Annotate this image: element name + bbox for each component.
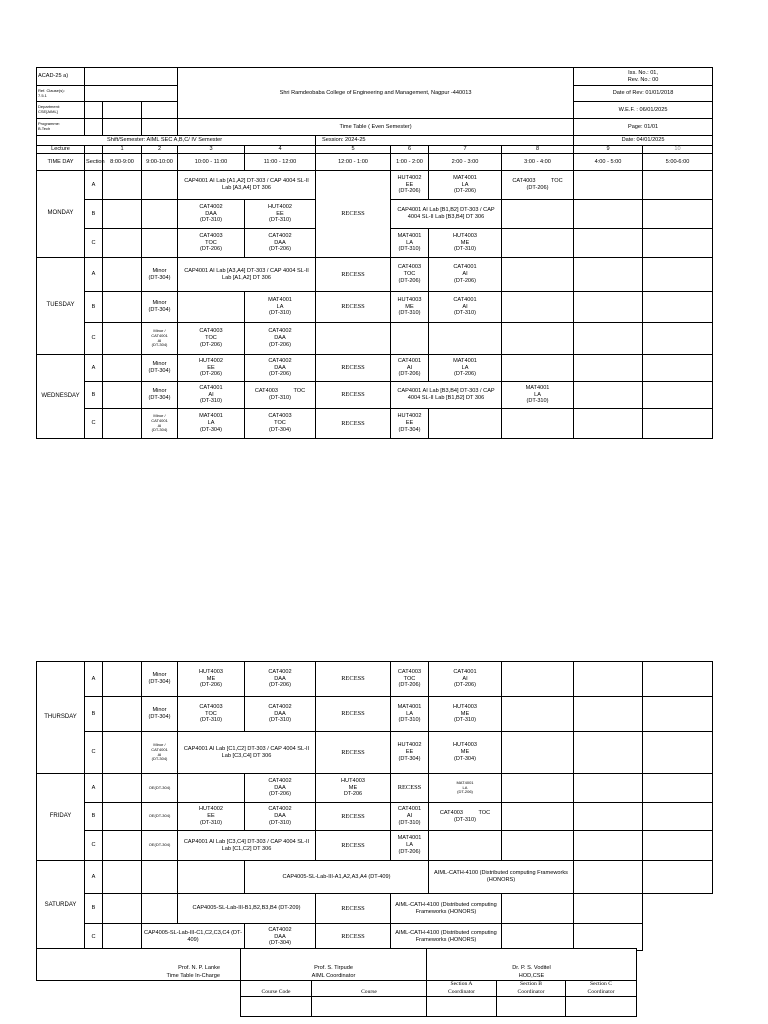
wed-a-6: CAT4001 AI (DT-206) xyxy=(391,355,429,382)
doc-numbers xyxy=(574,68,713,86)
recess-friday-b: RECESS xyxy=(316,803,391,831)
col-num-2: 2 xyxy=(142,146,178,154)
wed-b-2: Minor (DT-304) xyxy=(142,382,178,409)
timetable-page-1 xyxy=(36,67,713,439)
signatory-3-role: HOD,CSE xyxy=(427,973,637,981)
sat-b-honors: AIML-CATH-4100 (Distributed computing Frameworks (HONORS) xyxy=(391,894,502,924)
section-c: C xyxy=(85,323,103,355)
time-4: 11:00 - 12:00 xyxy=(245,154,316,171)
wed-a-2: Minor (DT-304) xyxy=(142,355,178,382)
time-day-label: TIME DAY xyxy=(37,154,85,171)
recess-saturday-c: RECESS xyxy=(316,924,391,951)
thu-a-6: CAT4003 TOC (DT-206) xyxy=(391,662,429,697)
wed-c-3: MAT4001 LA (DT-304) xyxy=(178,409,245,439)
section-b: B xyxy=(85,697,103,732)
time-1: 8:00-9:00 xyxy=(103,154,142,171)
col-num-1: 1 xyxy=(103,146,142,154)
department: Department: CSE[AIML] xyxy=(37,102,85,119)
day-monday: MONDAY xyxy=(37,171,85,258)
col-num-4: 4 xyxy=(245,146,316,154)
sat-a-honors: AIML-CATH-4100 (Distributed computing Frameworks (HONORS) xyxy=(429,861,574,894)
col-num-9: 9 xyxy=(574,146,643,154)
time-10: 5:00-6:00 xyxy=(643,154,713,171)
day-saturday: SATURDAY xyxy=(37,861,85,951)
course-header: Course xyxy=(312,988,427,997)
section-a: A xyxy=(85,171,103,200)
tue-a-7: CAT4001 AI (DT-206) xyxy=(429,258,502,292)
thu-c-7: HUT4003 ME (DT-304) xyxy=(429,732,502,774)
mon-c-4: CAT4002 DAA (DT-206) xyxy=(245,229,316,258)
col-num-8: 8 xyxy=(502,146,574,154)
wed-b-4: CAT4003 TOC (DT-310) xyxy=(245,382,316,409)
section-a-header: Section A xyxy=(427,981,497,988)
fri-a-4: CAT4002 DAA (DT-206) xyxy=(245,774,316,803)
col-num-5: 5 xyxy=(316,146,391,154)
recess-monday-a: RECESS xyxy=(316,171,391,258)
wed-a-3: HUT4002 EE (DT-206) xyxy=(178,355,245,382)
fri-b-7: CAT4003 TOC (DT-310) xyxy=(429,803,502,831)
section-c: C xyxy=(85,409,103,439)
recess-wednesday-b: RECESS xyxy=(316,382,391,409)
sat-c-lab: CAP4005-SL-Lab-III-C1,C2,C3,C4 (DT-409) xyxy=(142,924,245,951)
section-a: A xyxy=(85,861,103,894)
recess-wednesday-c: RECESS xyxy=(316,409,391,439)
tue-b-7: CAT4001 AI (DT-310) xyxy=(429,292,502,323)
section-a: A xyxy=(85,258,103,292)
fri-a-7: MAT4001 LA (DT-206) xyxy=(429,774,502,803)
section-c: C xyxy=(85,924,103,951)
day-tuesday: TUESDAY xyxy=(37,258,85,355)
col-num-3: 3 xyxy=(178,146,245,154)
section-c-coordinator-header: Coordinator xyxy=(566,988,637,997)
thu-c-6: HUT4002 EE (DT-304) xyxy=(391,732,429,774)
section-label: Section xyxy=(85,154,103,171)
time-9: 4:00 - 5:00 xyxy=(574,154,643,171)
rev-no: Rev. No.: 00 xyxy=(627,76,659,83)
fri-c-6: MAT4001 LA (DT-206) xyxy=(391,831,429,861)
section-b: B xyxy=(85,382,103,409)
section-b: B xyxy=(85,894,103,924)
time-6: 1:00 - 2:00 xyxy=(391,154,429,171)
wed-b-3: CAT4001 AI (DT-310) xyxy=(178,382,245,409)
col-num-6: 6 xyxy=(391,146,429,154)
timetable-title: Time Table ( Even Semester) xyxy=(178,119,574,136)
ref-clause: Ref. Clause(s): 7.5.1 xyxy=(37,86,85,102)
signatory-1-name: Prof. N. P. Lanke xyxy=(37,965,241,973)
recess-tuesday-a: RECESS xyxy=(316,258,391,292)
programme: Programme: B.Tech xyxy=(37,119,85,136)
mon-b-4: HUT4002 EE (DT-310) xyxy=(245,200,316,229)
thu-a-3: HUT4003 ME (DT-206) xyxy=(178,662,245,697)
sat-a-lab: CAP4005-SL-Lab-III-A1,A2,A3,A4 (DT-409) xyxy=(245,861,429,894)
section-a: A xyxy=(85,662,103,697)
time-5: 12:00 - 1:00 xyxy=(316,154,391,171)
sat-b-lab: CAP4005-SL-Lab-III-B1,B2,B3,B4 (DT-209) xyxy=(178,894,316,924)
section-b: B xyxy=(85,200,103,229)
thu-a-4: CAT4002 DAA (DT-206) xyxy=(245,662,316,697)
day-thursday: THURSDAY xyxy=(37,662,85,774)
col-num-7: 7 xyxy=(429,146,502,154)
mon-a-6: HUT4002 EE (DT-206) xyxy=(391,171,429,200)
fri-c-2: OE(DT-304) xyxy=(142,831,178,861)
tue-c-3: CAT4003 TOC (DT-206) xyxy=(178,323,245,355)
signature-block xyxy=(36,948,637,1017)
thu-a-7: CAT4001 AI (DT-206) xyxy=(429,662,502,697)
tue-a-lab: CAP4001 AI Lab [A3,A4] DT-303 / CAP 4004 SL-II Lab [A1,A2] DT 306 xyxy=(178,258,316,292)
fri-c-lab: CAP4001 AI Lab [C3,C4] DT-303 / CAP 4004 SL-II Lab [C1,C2] DT 306 xyxy=(178,831,316,861)
recess-friday-a: RECESS xyxy=(391,774,429,803)
section-a-coordinator-header: Coordinator xyxy=(427,988,497,997)
tue-b-2: Minor (DT-304) xyxy=(142,292,178,323)
mon-b-3: CAT4002 DAA (DT-310) xyxy=(178,200,245,229)
section-c: C xyxy=(85,831,103,861)
section-b-header: Section B xyxy=(497,981,566,988)
recess-wednesday-a: RECESS xyxy=(316,355,391,382)
mon-c-7: HUT4003 ME (DT-310) xyxy=(429,229,502,258)
tue-c-2: Minor / CAT4001 AI (DT-304) xyxy=(142,323,178,355)
tue-b-4: MAT4001 LA (DT-310) xyxy=(245,292,316,323)
thu-c-2: Minor / CAT4001 AI (DT-304) xyxy=(142,732,178,774)
tue-a-6: CAT4003 TOC (DT-206) xyxy=(391,258,429,292)
wed-c-2: Minor / CAT4001 AI (DT-304) xyxy=(142,409,178,439)
mon-a-7: MAT4001 LA (DT-206) xyxy=(429,171,502,200)
tue-c-4: CAT4002 DAA (DT-206) xyxy=(245,323,316,355)
fri-b-3: HUT4002 EE (DT-310) xyxy=(178,803,245,831)
mon-a-8: CAT4003 TOC (DT-206) xyxy=(502,171,574,200)
mon-c-3: CAT4003 TOC (DT-206) xyxy=(178,229,245,258)
thu-a-2: Minor (DT-304) xyxy=(142,662,178,697)
recess-tuesday-b: RECESS xyxy=(316,292,391,323)
date: Date: 04/01/2025 xyxy=(574,136,713,146)
tue-b-6: HUT4003 ME (DT-310) xyxy=(391,292,429,323)
timetable-grid-page-2 xyxy=(36,661,713,951)
signatory-3-name: Dr. P. S. Voditel xyxy=(427,965,637,973)
mon-c-6: MAT4001 LA (DT-310) xyxy=(391,229,429,258)
wed-b-8: MAT4001 LA (DT-310) xyxy=(502,382,574,409)
section-b-coordinator-header: Coordinator xyxy=(497,988,566,997)
time-3: 10:00 - 11:00 xyxy=(178,154,245,171)
signatory-1-role: Time Table In-Charge xyxy=(37,973,241,981)
page-number: Page: 01/01 xyxy=(574,119,713,136)
section-b: B xyxy=(85,803,103,831)
thu-b-6: MAT4001 LA (DT-310) xyxy=(391,697,429,732)
session: Session: 2024-25 xyxy=(316,136,574,146)
fri-b-6: CAT4001 AI (DT-310) xyxy=(391,803,429,831)
time-7: 2:00 - 3:00 xyxy=(429,154,502,171)
wed-b-lab: CAP4001 AI Lab [B3,B4] DT-303 / CAP 4004 SL-II Lab [B1,B2] DT 306 xyxy=(391,382,502,409)
recess-saturday-b: RECESS xyxy=(316,894,391,924)
course-code-header: Course Code xyxy=(241,988,312,997)
timetable-grid-page-1 xyxy=(36,145,713,439)
section-c: C xyxy=(85,229,103,258)
thu-b-3: CAT4003 TOC (DT-310) xyxy=(178,697,245,732)
section-c: C xyxy=(85,732,103,774)
col-num-10: 10 xyxy=(643,146,713,154)
wed-c-6: HUT4002 EE (DT-304) xyxy=(391,409,429,439)
section-c-header: Section C xyxy=(566,981,637,988)
section-a: A xyxy=(85,774,103,803)
section-a: A xyxy=(85,355,103,382)
timetable-page-2 xyxy=(36,661,713,951)
wef-date: W.E.F. : 06/01/2025 xyxy=(574,102,713,119)
sat-c-honors: AIML-CATH-4100 (Distributed computing Frameworks (HONORS) xyxy=(391,924,502,951)
thu-b-4: CAT4002 DAA (DT-310) xyxy=(245,697,316,732)
wed-a-7: MAT4001 LA (DT-206) xyxy=(429,355,502,382)
doc-code: ACAD-25 a) xyxy=(37,68,85,86)
recess-thursday-a: RECESS xyxy=(316,662,391,697)
lecture-label: Lecture xyxy=(37,146,85,154)
date-of-rev: Date of Rev: 01/01/2018 xyxy=(574,86,713,102)
time-8: 3:00 - 4:00 xyxy=(502,154,574,171)
mon-a-lab: CAP4001 AI Lab [A1,A2] DT-303 / CAP 4004 SL-II Lab [A3,A4] DT 306 xyxy=(178,171,316,200)
college-name: Shri Ramdeobaba College of Engineering and Management, Nagpur -440013 xyxy=(178,68,574,119)
recess-thursday-c: RECESS xyxy=(316,732,391,774)
timetable-header-table xyxy=(36,67,713,146)
mon-b-lab: CAP4001 AI Lab [B1,B2] DT-303 / CAP 4004 SL-II Lab [B3,B4] DT 306 xyxy=(391,200,502,229)
wed-a-4: CAT4002 DAA (DT-206) xyxy=(245,355,316,382)
recess-thursday-b: RECESS xyxy=(316,697,391,732)
signatory-2-name: Prof. S. Tirpude xyxy=(241,965,427,973)
thu-b-2: Minor (DT-304) xyxy=(142,697,178,732)
day-friday: FRIDAY xyxy=(37,774,85,861)
iss-no: Iss. No.: 01, xyxy=(628,69,658,76)
time-2: 9:00-10:00 xyxy=(142,154,178,171)
recess-friday-c: RECESS xyxy=(316,831,391,861)
sat-c-5: CAT4002 DAA (DT-304) xyxy=(245,924,316,951)
wed-c-4: CAT4003 TOC (DT-304) xyxy=(245,409,316,439)
fri-a-2: OE(DT-304) xyxy=(142,774,178,803)
shift-semester: Shift/Semester: AIML SEC A,B,C/ IV Semester xyxy=(37,136,316,146)
fri-a-5: HUT4003 ME DT-206 xyxy=(316,774,391,803)
day-wednesday: WEDNESDAY xyxy=(37,355,85,439)
fri-b-2: OE(DT-304) xyxy=(142,803,178,831)
thu-c-lab: CAP4001 AI Lab [C1,C2] DT-303 / CAP 4004 SL-II Lab [C3,C4] DT 306 xyxy=(178,732,316,774)
signatory-2-role: AIML Coordinator xyxy=(241,973,427,981)
tue-a-2: Minor (DT-304) xyxy=(142,258,178,292)
section-b: B xyxy=(85,292,103,323)
thu-b-7: HUT4003 ME (DT-310) xyxy=(429,697,502,732)
fri-b-4: CAT4002 DAA (DT-310) xyxy=(245,803,316,831)
